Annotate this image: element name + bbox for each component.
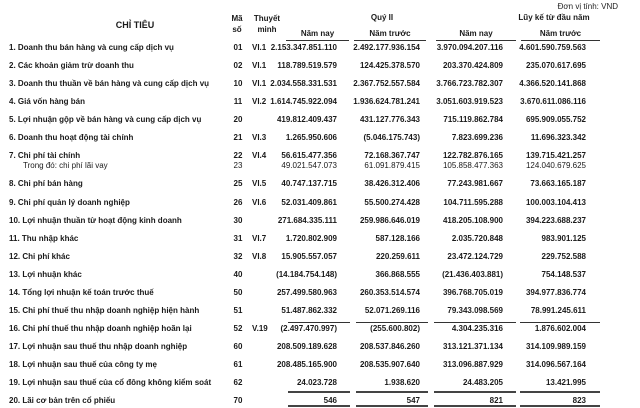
value-quarter-this-year: 40.747.137.715 xyxy=(281,179,337,188)
row-note: VI.5 xyxy=(252,179,267,188)
row-note: VI.4 xyxy=(252,151,267,160)
row-label: 4. Giá vốn hàng bán xyxy=(9,97,86,106)
row-note: VI.1 xyxy=(252,79,267,88)
value-quarter-this-year: 271.684.335.111 xyxy=(277,216,337,225)
table-row xyxy=(0,61,640,73)
row-note: VI.1 xyxy=(252,43,267,52)
value-ytd-this-year: 79.343.098.569 xyxy=(447,306,503,315)
eps-bottom-rule xyxy=(434,405,516,407)
value-ytd-last-year: 229.752.588 xyxy=(541,252,586,261)
row-code: 50 xyxy=(233,288,243,297)
value-ytd-last-year: 4.601.590.759.563 xyxy=(519,43,586,52)
row-note: VI.2 xyxy=(252,97,267,106)
row-label: Trong đó: chi phí lãi vay xyxy=(23,161,108,170)
row-code: 51 xyxy=(233,306,243,315)
row-label: 13. Lợi nhuận khác xyxy=(9,270,82,279)
value-quarter-this-year: 24.023.728 xyxy=(296,378,337,387)
value-ytd-this-year: 77.243.981.667 xyxy=(447,179,503,188)
table-row xyxy=(0,306,640,318)
row-code: 61 xyxy=(233,360,243,369)
row-label: 14. Tổng lợi nhuận kế toán trước thuế xyxy=(9,288,154,297)
row-label: 19. Lợi nhuận sau thuế của cổ đông không kiểm soát xyxy=(9,378,212,387)
value-ytd-this-year: 715.119.862.784 xyxy=(443,115,503,124)
value-ytd-last-year: 73.663.165.187 xyxy=(530,179,586,188)
row-code: 23 xyxy=(233,161,243,170)
value-quarter-last-year: 547 xyxy=(406,396,420,405)
value-quarter-last-year: 208.537.846.260 xyxy=(359,342,420,351)
value-quarter-last-year: 72.168.367.747 xyxy=(364,151,420,160)
row-code: 52 xyxy=(233,324,243,333)
value-ytd-this-year: 7.823.699.236 xyxy=(451,133,503,142)
value-ytd-this-year: 104.711.595.288 xyxy=(443,198,503,207)
value-quarter-this-year: 49.021.547.073 xyxy=(281,161,337,170)
row-code: 21 xyxy=(233,133,243,142)
value-ytd-last-year: 4.366.520.141.868 xyxy=(519,79,586,88)
value-ytd-last-year: 11.696.323.342 xyxy=(530,133,586,142)
value-ytd-this-year: 313.121.371.134 xyxy=(442,342,503,351)
row-note: VI.6 xyxy=(252,198,267,207)
table-row xyxy=(0,252,640,264)
value-quarter-this-year: 1.614.745.922.094 xyxy=(270,97,337,106)
value-quarter-this-year: 51.487.862.332 xyxy=(281,306,337,315)
table-row xyxy=(0,161,640,173)
row-label: 9. Chi phí quản lý doanh nghiệp xyxy=(9,198,130,207)
value-quarter-last-year: 1.936.624.781.241 xyxy=(353,97,420,106)
value-quarter-last-year: 366.868.555 xyxy=(375,270,420,279)
value-quarter-this-year: 56.615.477.356 xyxy=(281,151,337,160)
value-quarter-this-year: (2.497.470.997) xyxy=(280,324,337,333)
table-row xyxy=(0,79,640,91)
table-row xyxy=(0,288,640,300)
table-row xyxy=(0,270,640,282)
eps-top-rule xyxy=(288,391,350,393)
code-header-line1: Mã xyxy=(231,14,243,23)
table-row xyxy=(0,179,640,191)
value-quarter-last-year: 52.071.269.116 xyxy=(364,306,420,315)
row-label: 1. Doanh thu bán hàng và cung cấp dịch vụ xyxy=(9,43,174,52)
value-quarter-this-year: 419.812.409.437 xyxy=(276,115,337,124)
value-ytd-last-year: 983.901.125 xyxy=(541,234,586,243)
value-ytd-last-year: 78.991.245.611 xyxy=(530,306,586,315)
value-quarter-this-year: 1.265.950.606 xyxy=(285,133,337,142)
value-ytd-last-year: 3.670.611.086.116 xyxy=(520,97,586,106)
value-ytd-last-year: 394.223.688.237 xyxy=(525,216,586,225)
row-note: VI.8 xyxy=(252,252,267,261)
value-ytd-last-year: 394.977.836.774 xyxy=(525,288,586,297)
value-ytd-this-year: 3.766.723.782.307 xyxy=(436,79,503,88)
value-ytd-last-year: 823 xyxy=(572,396,586,405)
subheader-quarter-this-year: Năm nay xyxy=(286,29,349,41)
row-code: 26 xyxy=(233,198,243,207)
value-ytd-this-year: 396.768.705.019 xyxy=(442,288,503,297)
value-quarter-this-year: 15.905.557.057 xyxy=(281,252,337,261)
value-ytd-last-year: 1.876.602.004 xyxy=(534,324,586,333)
value-quarter-this-year: 208.485.165.900 xyxy=(276,360,337,369)
subtotal-rule xyxy=(434,322,516,323)
subheader-ytd-this-year: Năm nay xyxy=(436,29,516,41)
table-row xyxy=(0,360,640,372)
value-ytd-this-year: 24.483.205 xyxy=(462,378,503,387)
row-code: 30 xyxy=(233,216,243,225)
value-quarter-last-year: 2.367.752.557.584 xyxy=(353,79,420,88)
value-quarter-last-year: 220.259.611 xyxy=(375,252,420,261)
value-quarter-last-year: (255.600.802) xyxy=(370,324,420,333)
value-quarter-this-year: 52.031.409.861 xyxy=(281,198,337,207)
value-quarter-this-year: 1.720.802.909 xyxy=(285,234,337,243)
row-code: 11 xyxy=(233,97,243,106)
row-label: 18. Lợi nhuận sau thuế của công ty mẹ xyxy=(9,360,157,369)
currency-unit: Đơn vị tính: VND xyxy=(557,2,618,11)
row-code: 20 xyxy=(233,115,243,124)
value-ytd-this-year: (21.436.403.881) xyxy=(442,270,503,279)
value-ytd-this-year: 418.205.108.900 xyxy=(442,216,503,225)
row-note: VI.3 xyxy=(252,133,267,142)
value-quarter-last-year: 61.091.879.415 xyxy=(364,161,420,170)
value-ytd-last-year: 124.040.679.625 xyxy=(525,161,586,170)
eps-top-rule xyxy=(356,391,428,393)
value-ytd-this-year: 203.370.424.809 xyxy=(442,61,503,70)
column-header-code xyxy=(226,13,248,35)
value-quarter-this-year: 257.499.580.963 xyxy=(276,288,337,297)
row-label: 6. Doanh thu hoạt động tài chính xyxy=(9,133,134,142)
value-quarter-last-year: 259.986.646.019 xyxy=(359,216,420,225)
table-row xyxy=(0,97,640,109)
table-row xyxy=(0,378,640,390)
row-label: 10. Lợi nhuận thuần từ hoạt động kinh doanh xyxy=(9,216,182,225)
row-note: VI.7 xyxy=(252,234,267,243)
table-row xyxy=(0,342,640,354)
row-code: 32 xyxy=(233,252,243,261)
column-header-item: CHỈ TIÊU xyxy=(115,20,155,30)
row-label: 7. Chi phí tài chính xyxy=(9,151,81,160)
row-code: 40 xyxy=(233,270,243,279)
table-row xyxy=(0,324,640,336)
table-row xyxy=(0,43,640,55)
value-quarter-last-year: 431.127.776.343 xyxy=(359,115,420,124)
column-header-note xyxy=(250,13,284,35)
value-quarter-last-year: 2.492.177.936.154 xyxy=(353,43,420,52)
group-header-quarter: Quý II xyxy=(370,13,394,22)
row-code: 31 xyxy=(233,234,243,243)
table-row xyxy=(0,198,640,210)
table-row xyxy=(0,234,640,246)
table-row xyxy=(0,115,640,127)
value-quarter-last-year: 1.938.620 xyxy=(384,378,420,387)
row-code: 62 xyxy=(233,378,243,387)
value-quarter-this-year: 546 xyxy=(323,396,337,405)
value-ytd-this-year: 4.304.235.316 xyxy=(451,324,503,333)
table-row xyxy=(0,133,640,145)
value-ytd-this-year: 105.858.477.363 xyxy=(442,161,503,170)
eps-bottom-rule xyxy=(288,405,350,407)
value-quarter-last-year: 587.128.166 xyxy=(375,234,420,243)
value-ytd-this-year: 3.970.094.207.116 xyxy=(436,43,503,52)
eps-bottom-rule xyxy=(520,405,600,407)
row-label: 3. Doanh thu thuần về bán hàng và cung cấp dịch vụ xyxy=(9,79,210,88)
row-note: VI.1 xyxy=(252,61,267,70)
value-ytd-this-year: 122.782.876.165 xyxy=(442,151,503,160)
subtotal-rule xyxy=(356,322,428,323)
row-label: 17. Lợi nhuận sau thuế thu nhập doanh nghiệp xyxy=(9,342,188,351)
value-quarter-last-year: 38.426.312.406 xyxy=(364,179,420,188)
subheader-quarter-last-year: Năm trước xyxy=(354,29,426,41)
row-label: 8. Chi phí bán hàng xyxy=(9,179,83,188)
row-note: V.19 xyxy=(252,324,268,333)
value-ytd-last-year: 314.096.567.164 xyxy=(525,360,586,369)
value-ytd-last-year: 139.715.421.257 xyxy=(525,151,586,160)
subheader-ytd-last-year: Năm trước xyxy=(521,29,600,41)
note-header-line2: minh xyxy=(257,25,277,34)
value-ytd-last-year: 695.909.055.752 xyxy=(525,115,586,124)
row-code: 60 xyxy=(233,342,243,351)
value-ytd-this-year: 3.051.603.919.523 xyxy=(436,97,503,106)
row-label: 2. Các khoản giảm trừ doanh thu xyxy=(9,61,134,70)
eps-top-rule xyxy=(520,391,600,393)
row-code: 02 xyxy=(233,61,243,70)
value-quarter-this-year: 208.509.189.628 xyxy=(276,342,337,351)
value-ytd-last-year: 100.003.104.413 xyxy=(525,198,586,207)
value-ytd-this-year: 23.472.124.729 xyxy=(447,252,503,261)
eps-bottom-rule xyxy=(356,405,428,407)
value-quarter-this-year: (14.184.754.148) xyxy=(276,270,337,279)
subtotal-rule xyxy=(520,322,600,323)
row-code: 10 xyxy=(233,79,243,88)
value-quarter-this-year: 2.034.558.331.531 xyxy=(270,79,337,88)
subtotal-rule xyxy=(288,322,350,323)
value-quarter-last-year: 55.500.274.428 xyxy=(364,198,420,207)
row-code: 01 xyxy=(233,43,243,52)
row-code: 70 xyxy=(233,396,243,405)
value-quarter-last-year: 208.535.907.640 xyxy=(359,360,420,369)
value-ytd-last-year: 754.148.537 xyxy=(541,270,586,279)
value-ytd-last-year: 314.109.989.159 xyxy=(525,342,586,351)
row-code: 22 xyxy=(233,151,243,160)
row-label: 20. Lãi cơ bản trên cổ phiếu xyxy=(9,396,116,405)
row-label: 11. Thu nhập khác xyxy=(9,234,79,243)
row-label: 15. Chi phí thuế thu nhập doanh nghiệp hiện hành xyxy=(9,306,200,315)
value-quarter-last-year: 260.353.514.574 xyxy=(359,288,420,297)
value-ytd-this-year: 821 xyxy=(489,396,503,405)
group-header-ytd: Lũy kế từ đầu năm xyxy=(518,13,590,22)
eps-top-rule xyxy=(434,391,516,393)
value-ytd-last-year: 235.070.617.695 xyxy=(525,61,586,70)
value-quarter-this-year: 2.153.347.851.110 xyxy=(270,43,337,52)
value-quarter-last-year: 124.425.378.570 xyxy=(359,61,420,70)
row-label: 12. Chi phí khác xyxy=(9,252,70,261)
table-row xyxy=(0,216,640,228)
note-header-line1: Thuyết xyxy=(253,14,281,23)
value-ytd-this-year: 313.096.887.929 xyxy=(442,360,503,369)
value-ytd-last-year: 13.421.995 xyxy=(545,378,586,387)
value-quarter-last-year: (5.046.175.743) xyxy=(363,133,420,142)
value-ytd-this-year: 2.035.720.848 xyxy=(451,234,503,243)
code-header-line2: số xyxy=(232,25,242,34)
row-label: 5. Lợi nhuận gộp về bán hàng và cung cấp dịch vụ xyxy=(9,115,202,124)
value-quarter-this-year: 118.789.519.579 xyxy=(277,61,337,70)
row-label: 16. Chi phí thuế thu nhập doanh nghiệp hoãn lại xyxy=(9,324,192,333)
row-code: 25 xyxy=(233,179,243,188)
